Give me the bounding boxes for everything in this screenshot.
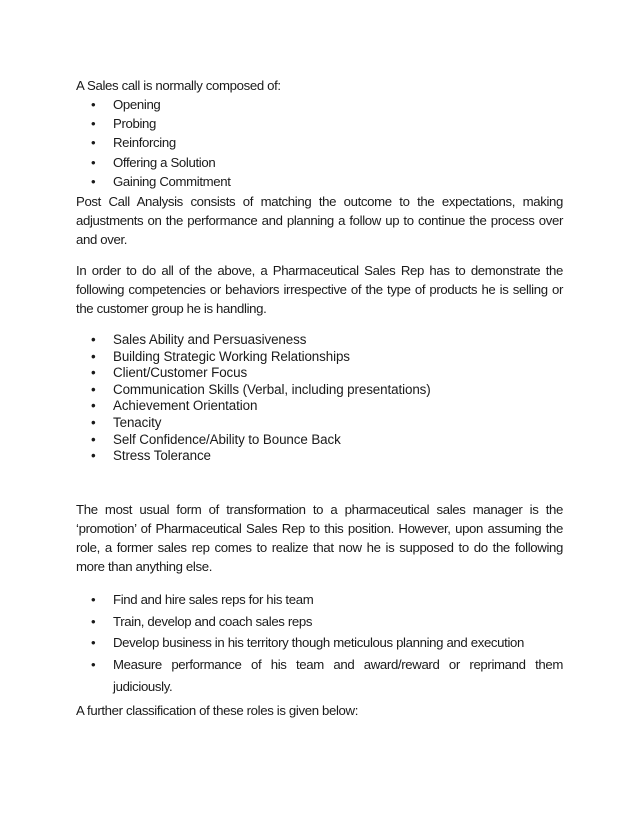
list-item: • Measure performance of his team and award/reward or reprimand them judiciously. — [76, 654, 563, 698]
list-item: • Sales Ability and Persuasiveness — [76, 332, 563, 349]
competencies-intro-paragraph: In order to do all of the above, a Pharmaceutical Sales Rep has to demonstrate the following competencies or behaviors irrespective of the type of products he is selling or the customer group he is handling. — [76, 263, 563, 317]
list-item: • Client/Customer Focus — [76, 365, 563, 382]
document-page — [76, 76, 563, 720]
post-call-paragraph: Post Call Analysis consists of matching the outcome to the expectations, making adjustments on the performance and planning a follow up to continue the process over and over. — [76, 194, 563, 248]
competencies-list — [76, 332, 563, 465]
list-item: • Achievement Orientation — [76, 398, 563, 415]
manager-duties-list — [76, 589, 563, 698]
list-item: • Develop business in his territory though meticulous planning and execution — [76, 632, 563, 654]
list-item: • Opening — [76, 95, 563, 114]
transformation-paragraph: The most usual form of transformation to a pharmaceutical sales manager is the ‘promotion’ of Pharmaceutical Sales Rep to this position. However, upon assuming the role, a former sales rep comes to realize that now he is supposed to do the following more than anything else. — [76, 501, 563, 574]
list-item: • Building Strategic Working Relationships — [76, 349, 563, 366]
list-item: • Probing — [76, 114, 563, 133]
intro-text: A Sales call is normally composed of: — [76, 78, 281, 93]
list-item: • Find and hire sales reps for his team — [76, 589, 563, 611]
list-item: • Train, develop and coach sales reps — [76, 611, 563, 633]
sales-call-steps-list — [76, 95, 563, 191]
further-classification-text: A further classification of these roles is given below: — [76, 702, 359, 718]
list-item: • Communication Skills (Verbal, including presentations) — [76, 382, 563, 399]
list-item: • Tenacity — [76, 415, 563, 432]
list-item: • Offering a Solution — [76, 153, 563, 172]
list-item: • Gaining Commitment — [76, 172, 563, 191]
list-item: • Reinforcing — [76, 133, 563, 152]
list-item: • Stress Tolerance — [76, 448, 563, 465]
list-item: • Self Confidence/Ability to Bounce Back — [76, 432, 563, 449]
